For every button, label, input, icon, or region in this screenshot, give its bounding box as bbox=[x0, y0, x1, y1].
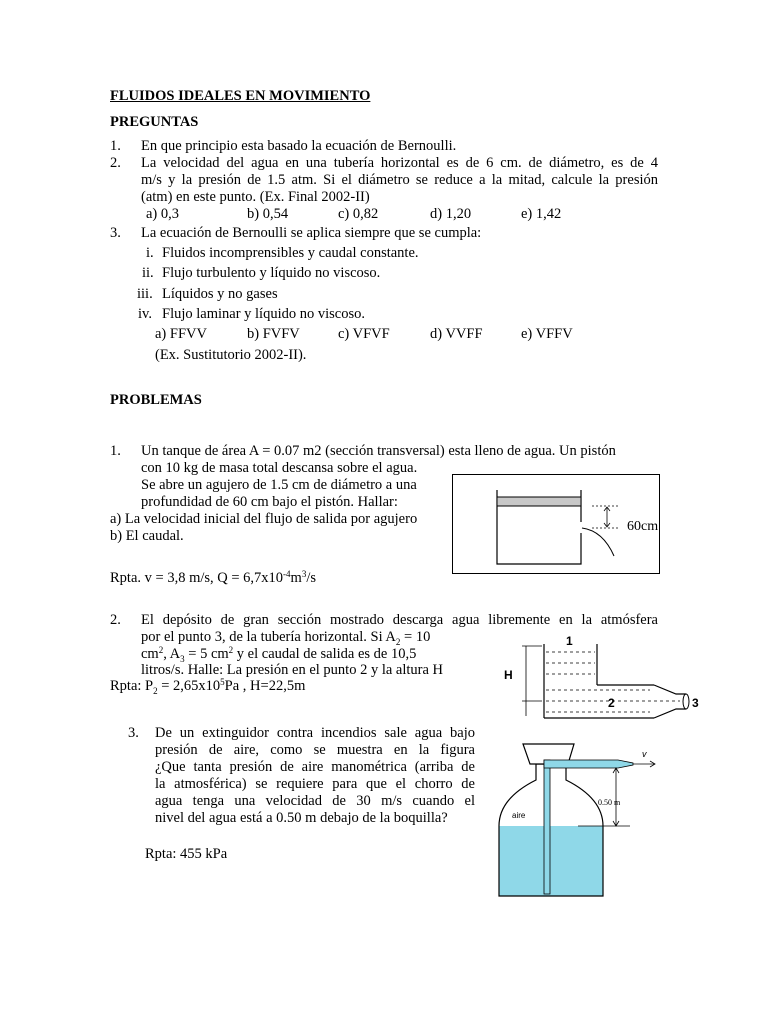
q3-item-text: Fluidos incomprensibles y caudal constante. bbox=[162, 245, 419, 261]
q3-item-text: Flujo laminar y líquido no viscoso. bbox=[162, 306, 365, 322]
p3-number: 3. bbox=[128, 725, 139, 741]
p3-air-label: aire bbox=[512, 811, 526, 820]
p3-line: nivel del agua está a 0.50 m debajo de la boquilla? bbox=[155, 810, 448, 826]
q2-line: m/s y la presión de 1.5 atm. Si el diámetro se reduce a la mitad, calcule la presión bbox=[141, 172, 658, 188]
p3-extinguisher-figure bbox=[490, 742, 670, 900]
p2-point-2-label: 2 bbox=[608, 696, 615, 710]
problemas-heading: PROBLEMAS bbox=[110, 392, 202, 408]
p3-line: la atmosférica) se requiere para que el chorro de bbox=[155, 776, 475, 792]
q3-item-number: iv. bbox=[138, 306, 152, 322]
q2-option: d) 1,20 bbox=[430, 206, 472, 222]
p3-line: De un extinguidor contra incendios sale agua bajo bbox=[155, 725, 475, 741]
p2-point-1-label: 1 bbox=[566, 634, 573, 648]
p3-water bbox=[499, 826, 603, 896]
p2-number: 2. bbox=[110, 612, 121, 628]
p1-number: 1. bbox=[110, 443, 121, 459]
p3-line: ¿Que tanta presión de aire manométrica (arriba de bbox=[155, 759, 475, 775]
q2-number: 2. bbox=[110, 155, 121, 171]
q3-source: (Ex. Sustitutorio 2002-II). bbox=[155, 347, 307, 363]
q3-item-number: iii. bbox=[137, 286, 153, 302]
p1-tank-figure bbox=[452, 474, 660, 574]
q3-option: a) FFVV bbox=[155, 326, 207, 342]
p3-distance-label: 0.50 m bbox=[598, 798, 621, 807]
p2-height-label: H bbox=[504, 668, 513, 682]
q3-option: c) VFVF bbox=[338, 326, 390, 342]
q3-option: d) VVFF bbox=[430, 326, 483, 342]
p3-answer: Rpta: 455 kPa bbox=[145, 846, 228, 862]
p1-line: Un tanque de área A = 0.07 m2 (sección transversal) esta lleno de agua. Un pistón bbox=[141, 443, 616, 459]
p2-tank-figure bbox=[500, 630, 725, 722]
p3-line: agua tenga una velocidad de 30 m/s cuando el bbox=[155, 793, 475, 809]
q3-item-number: i. bbox=[146, 245, 154, 261]
p2-line: El depósito de gran sección mostrado descarga agua libremente en la atmósfera bbox=[141, 612, 658, 628]
p3-tube bbox=[544, 760, 550, 894]
p2-line: $cm^2$, $A_3 = 5$ $cm^2$ y el caudal de salida es de 10,5 bbox=[141, 645, 417, 664]
q3-text: La ecuación de Bernoulli se aplica siempre que se cumpla: bbox=[141, 225, 482, 241]
p3-nozzle bbox=[544, 760, 633, 768]
q2-line: La velocidad del agua en una tubería horizontal es de 6 cm. de diámetro, es de 4 bbox=[141, 155, 658, 171]
q2-option: c) 0,82 bbox=[338, 206, 379, 222]
q3-option: e) VFFV bbox=[521, 326, 573, 342]
p3-line: presión de aire, como se muestra en la figura bbox=[155, 742, 475, 758]
q3-item-text: Líquidos y no gases bbox=[162, 286, 278, 302]
p1-line: con 10 kg de masa total descansa sobre el agua. bbox=[141, 460, 418, 476]
q3-item-text: Flujo turbulento y líquido no viscoso. bbox=[162, 265, 381, 281]
p1-answer: Rpta. v = 3,8 m/s, $Q = 6,7x10^{-4}m^3/s$ bbox=[110, 569, 316, 586]
p2-answer: Rpta: $P_2 = 2,65x10^5Pa$ , H=22,5m bbox=[110, 677, 306, 696]
q3-option: b) FVFV bbox=[247, 326, 300, 342]
q3-item-number: ii. bbox=[142, 265, 154, 281]
q2-option: e) 1,42 bbox=[521, 206, 562, 222]
preguntas-heading: PREGUNTAS bbox=[110, 114, 199, 130]
p1-line: b) El caudal. bbox=[110, 528, 184, 544]
p1-line: a) La velocidad inicial del flujo de salida por agujero bbox=[110, 511, 418, 527]
p1-line: profundidad de 60 cm bajo el pistón. Hallar: bbox=[141, 494, 398, 510]
q1-number: 1. bbox=[110, 138, 121, 154]
p2-point-3-label: 3 bbox=[692, 696, 699, 710]
p3-velocity-label: v bbox=[642, 749, 647, 759]
q2-option: a) 0,3 bbox=[146, 206, 180, 222]
q2-line: (atm) en este punto. (Ex. Final 2002-II) bbox=[141, 189, 370, 205]
p2-line: por el punto 3, de la tubería horizontal. Si $A_2 = 10$ bbox=[141, 629, 431, 647]
q1-text: En que principio esta basado la ecuación de Bernoulli. bbox=[141, 138, 457, 154]
q2-option: b) 0,54 bbox=[247, 206, 289, 222]
q3-number: 3. bbox=[110, 225, 121, 241]
page-title: FLUIDOS IDEALES EN MOVIMIENTO bbox=[110, 88, 371, 104]
p2-line: litros/s. Halle: La presión en el punto 2 y la altura H bbox=[141, 662, 444, 678]
p1-figure-label: 60cm bbox=[627, 519, 659, 534]
p1-line: Se abre un agujero de 1.5 cm de diámetro a una bbox=[141, 477, 417, 493]
